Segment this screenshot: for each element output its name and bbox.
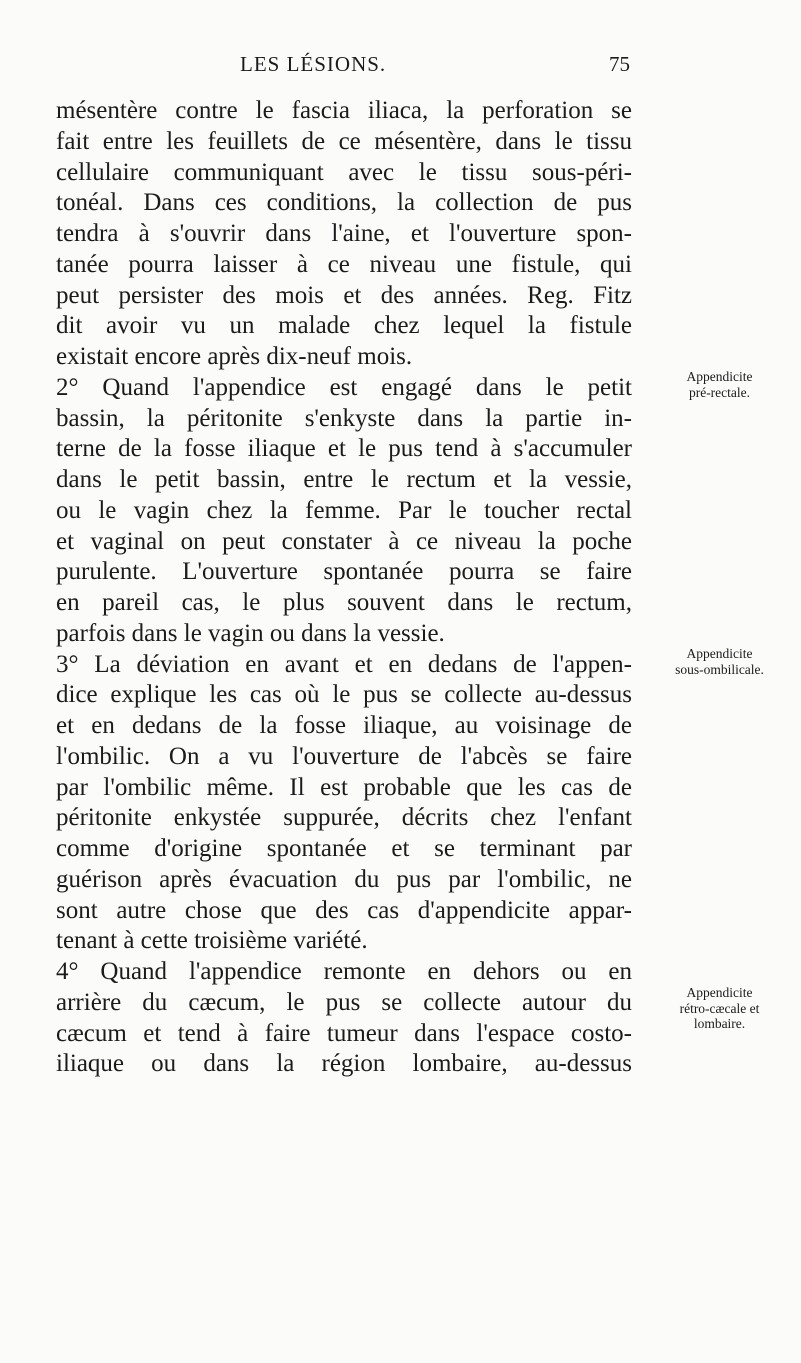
text-line: 3° La déviation en avant et en dedans de l'appen- xyxy=(56,650,632,678)
margin-note-line: Appendicite xyxy=(686,369,753,384)
body-text xyxy=(56,96,632,1080)
text-line: existait encore après dix-neuf mois. xyxy=(56,343,413,370)
text-line: sont autre chose que des cas d'appendicite appar- xyxy=(56,896,632,924)
text-line: par l'ombilic même. Il est probable que les cas de xyxy=(56,773,632,801)
text-line: guérison après évacuation du pus par l'ombilic, ne xyxy=(56,865,632,893)
margin-note-line: sous-ombilicale. xyxy=(675,661,764,677)
text-line: peut persister des mois et des années. Reg. Fitz xyxy=(56,281,632,309)
text-line: tenant à cette troisième variété. xyxy=(56,927,368,955)
text-line: péritonite enkystée suppurée, décrits chez l'enfant xyxy=(56,804,632,832)
text-line: en pareil cas, le plus souvent dans le rectum, xyxy=(56,589,632,616)
text-line: fait entre les feuillets de ce mésentère, dans le tissu xyxy=(56,127,632,155)
text-line: et vaginal on peut constater à ce niveau la poche xyxy=(56,527,632,555)
margin-note-line: Appendicite xyxy=(686,985,753,1000)
text-line: dans le petit bassin, entre le rectum et la vessie, xyxy=(56,466,632,493)
margin-note-line: rétro-cæcale et xyxy=(679,1000,760,1016)
text-line: iliaque ou dans la région lombaire, au-dessus xyxy=(56,1050,632,1078)
text-line: mésentère contre le fascia iliaca, la perforation se xyxy=(56,97,632,124)
margin-note-line: lombaire. xyxy=(693,1016,746,1031)
page-header xyxy=(0,52,630,82)
text-line: l'ombilic. On a vu l'ouverture de l'abcès se faire xyxy=(56,742,632,770)
text-line: cellulaire communiquant avec le tissu sous-péri- xyxy=(56,158,632,186)
text-line: cæcum et tend à faire tumeur dans l'espace costo- xyxy=(56,1019,632,1047)
text-line: comme d'origine spontanée et se terminant par xyxy=(56,835,632,862)
margin-note-sous-ombilicale xyxy=(642,646,797,677)
text-line: terne de la fosse iliaque et le pus tend à s'accumuler xyxy=(56,435,632,463)
text-line: tonéal. Dans ces conditions, la collection de pus xyxy=(56,189,632,217)
margin-note-retro-caecale xyxy=(642,985,797,1032)
text-line: 2° Quand l'appendice est engagé dans le petit xyxy=(56,373,632,401)
text-line: ou le vagin chez la femme. Par le toucher rectal xyxy=(56,496,632,524)
text-line: purulente. L'ouverture spontanée pourra se faire xyxy=(56,558,632,586)
running-head: LES LÉSIONS. xyxy=(240,52,387,76)
text-line: tanée pourra laisser à ce niveau une fistule, qui xyxy=(56,250,632,278)
margin-note-line: pré-rectale. xyxy=(688,384,751,400)
text-line: dit avoir vu un malade chez lequel la fistule xyxy=(56,312,632,340)
text-line: arrière du cæcum, le pus se collecte autour du xyxy=(56,988,632,1016)
text-line: et en dedans de la fosse iliaque, au voisinage de xyxy=(56,712,632,739)
text-line: 4° Quand l'appendice remonte en dehors ou en xyxy=(56,958,632,985)
text-line: tendra à s'ouvrir dans l'aine, et l'ouverture spon- xyxy=(56,220,632,247)
margin-note-pre-rectale xyxy=(642,369,797,400)
text-line: bassin, la péritonite s'enkyste dans la partie in- xyxy=(56,404,632,432)
text-line: parfois dans le vagin ou dans la vessie. xyxy=(56,619,445,647)
page-number: 75 xyxy=(609,52,630,76)
text-line: dice explique les cas où le pus se collecte au-dessus xyxy=(56,681,632,709)
margin-note-line: Appendicite xyxy=(686,646,753,661)
